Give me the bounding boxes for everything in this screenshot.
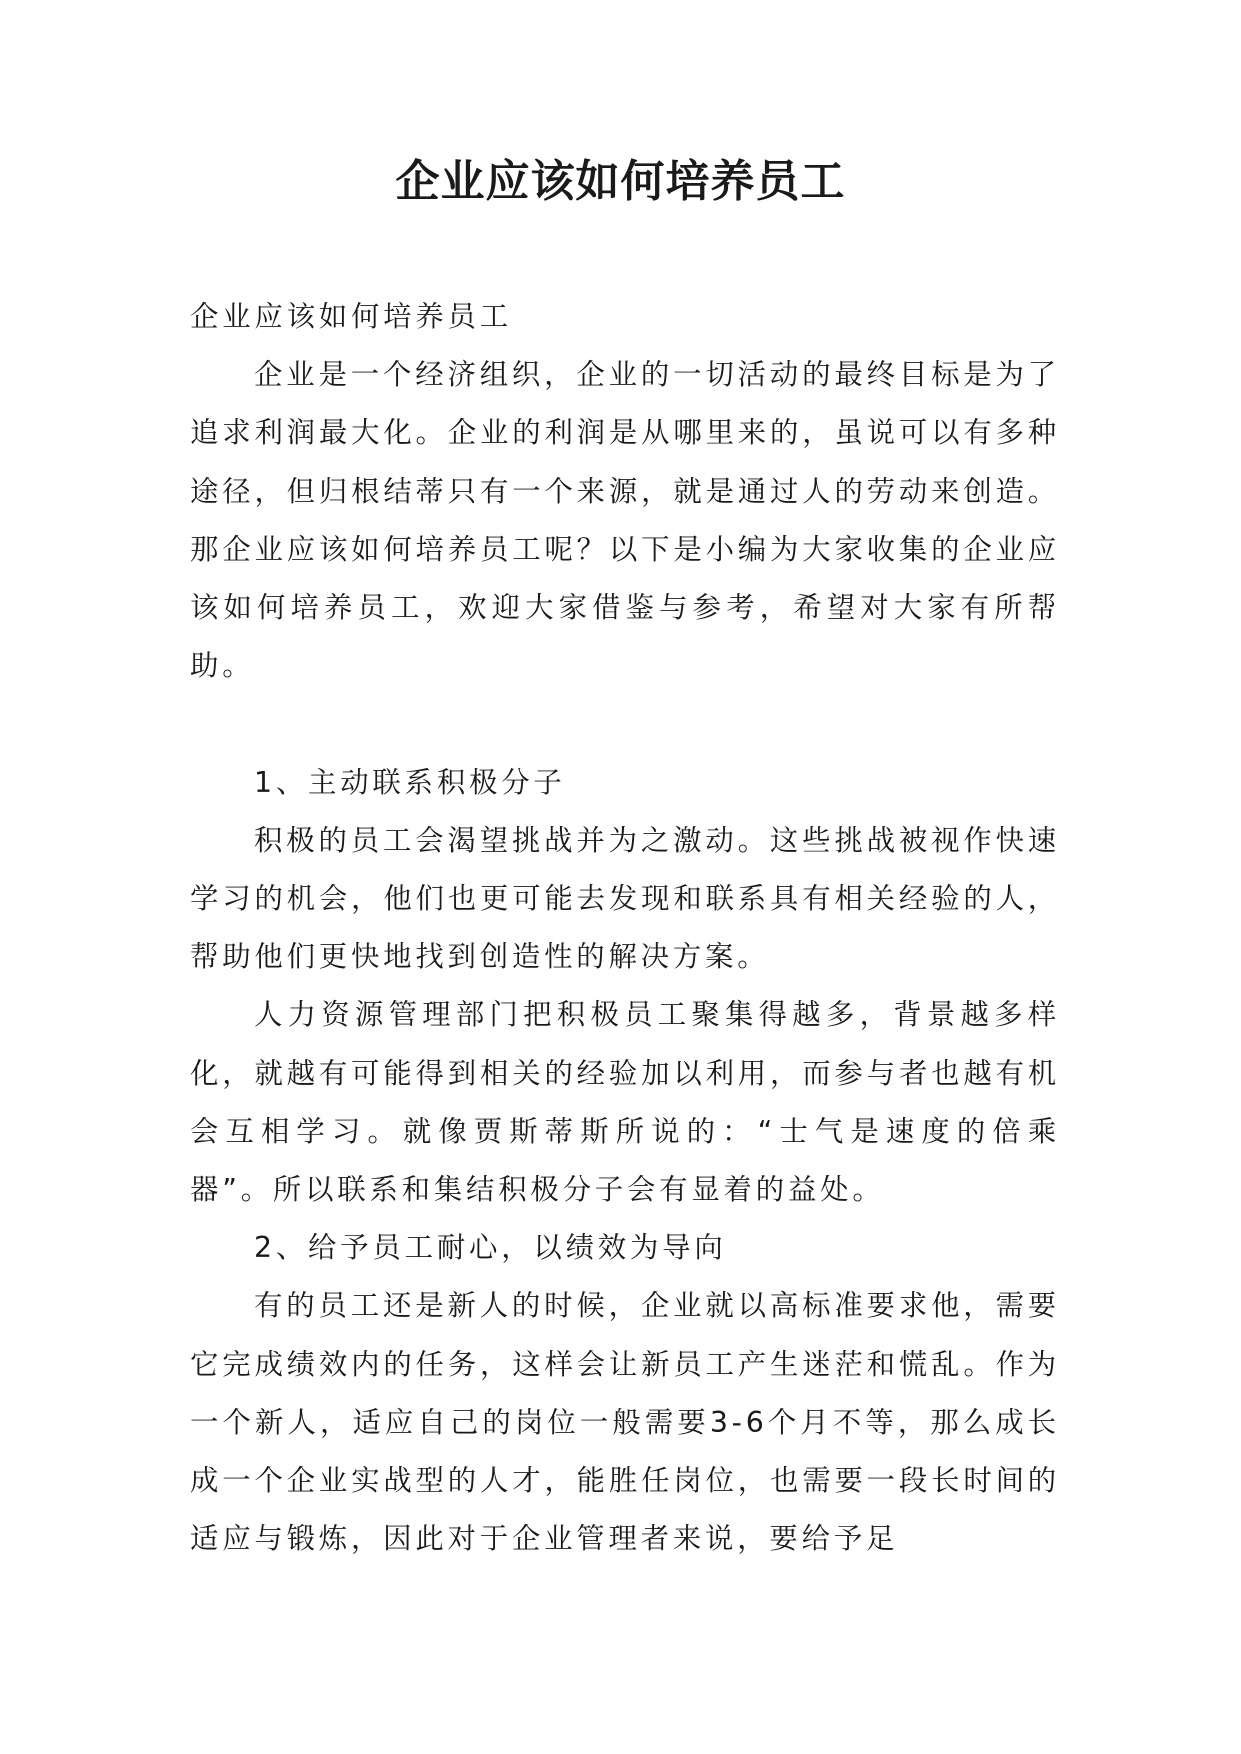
document-title: 企业应该如何培养员工: [395, 156, 846, 207]
paragraph-section-2a: 有的员工还是新人的时候，企业就以高标准要求他，需要它完成绩效内的任务，这样会让新员工产生迷茫和慌乱。作为一个新人，适应自己的岗位一般需要3-6个月不等，那么成长成一个企业实战型的人才，能胜任岗位，也需要一段长时间的适应与锻炼，因此对于企业管理者来说，要给予足: [190, 1289, 1060, 1556]
section-heading-2: 2、给予员工耐心，以绩效为导向: [254, 1231, 727, 1265]
paragraph-section-1b: 人力资源管理部门把积极员工聚集得越多，背景越多样化，就越有可能得到相关的经验加以利用，而参与者也越有机会互相学习。就像贾斯蒂斯所说的：“士气是速度的倍乘器”。所以联系和集结积极分子会有显着的益处。: [190, 998, 1060, 1207]
paragraph-section-1a: 积极的员工会渴望挑战并为之激动。这些挑战被视作快速学习的机会，他们也更可能去发现和联系具有相关经验的人，帮助他们更快地找到创造性的解决方案。: [190, 823, 1060, 974]
paragraph-heading: 企业应该如何培养员工: [190, 300, 512, 333]
paragraph-intro: 企业是一个经济组织，企业的一切活动的最终目标是为了追求利润最大化。企业的利润是从哪里来的，虽说可以有多种途径，但归根结蒂只有一个来源，就是通过人的劳动来创造。那企业应该如何培养员工呢？以下是小编为大家收集的企业应该如何培养员工，欢迎大家借鉴与参考，希望对大家有所帮助。: [190, 358, 1060, 683]
section-heading-1: 1、主动联系积极分子: [254, 765, 566, 799]
paragraph-spacer: [190, 695, 1060, 753]
document-body: [190, 288, 1060, 1568]
